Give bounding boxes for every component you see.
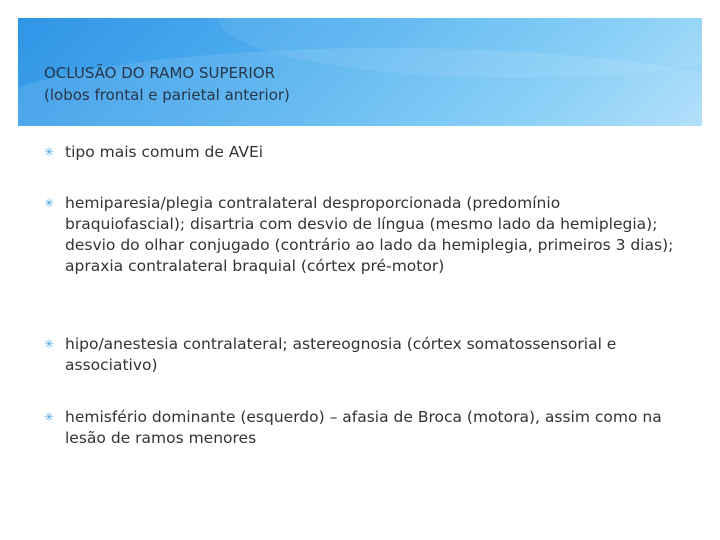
bullet-item	[44, 334, 684, 376]
slide-title	[44, 62, 684, 106]
asterisk-icon: ✳	[44, 145, 55, 159]
bullet-item	[44, 407, 684, 449]
asterisk-icon: ✳	[44, 196, 55, 210]
asterisk-icon: ✳	[44, 410, 55, 424]
bullet-text: hemisfério dominante (esquerdo) – afasia de Broca (motora), assim como na lesão de ramos menores	[65, 408, 662, 447]
title-line-2: (lobos frontal e parietal anterior)	[44, 86, 290, 104]
bullet-item	[44, 193, 684, 277]
title-line-1: OCLUSÃO DO RAMO SUPERIOR	[44, 64, 276, 82]
bullet-text: hemiparesia/plegia contralateral desproporcionada (predomínio braquiofascial); disartria com desvio de língua (mesmo lado da hemiplegia); desvio do olhar conjugado (contrário ao lado da hemiplegia, primeiros 3 dias); apraxia contralateral braquial (córtex pré-motor)	[65, 194, 674, 275]
asterisk-icon: ✳	[44, 337, 55, 351]
bullet-item	[44, 142, 263, 163]
bullet-text: tipo mais comum de AVEi	[65, 143, 264, 161]
bullet-text: hipo/anestesia contralateral; astereognosia (córtex somatossensorial e associativo)	[65, 335, 617, 374]
